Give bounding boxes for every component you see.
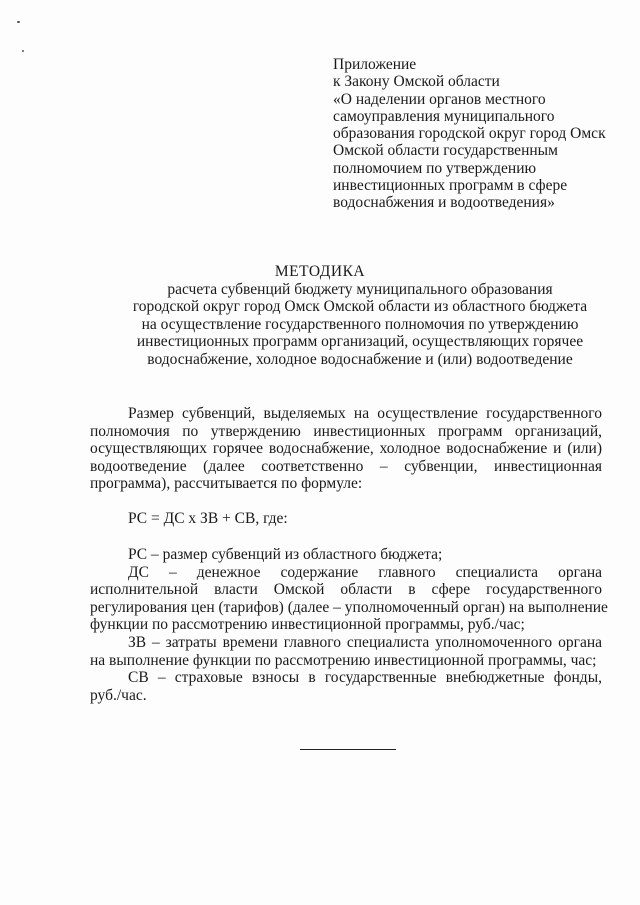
scan-speck	[17, 21, 20, 23]
definition-zv-line: ЗВ – затраты времени главного специалиста уполномоченного органа	[128, 633, 602, 651]
appendix-line: Приложение	[333, 56, 417, 73]
subtitle-line: городской округ город Омск Омской области из областного бюджета	[132, 298, 588, 316]
document-title: МЕТОДИКА	[274, 263, 366, 280]
subtitle-line: водоснабжение, холодное водоснабжение и (или) водоотведение	[147, 350, 573, 368]
appendix-note	[333, 56, 613, 212]
paragraph-line: программа), рассчитывается по формуле:	[90, 475, 363, 493]
appendix-line: самоуправления муниципального	[333, 107, 555, 125]
subtitle-line: расчета субвенций бюджету муниципального образования	[167, 281, 553, 298]
definition-ds-line: ДС – денежное содержание главного специалиста органа	[128, 563, 602, 581]
appendix-line: к Закону Омской области	[333, 73, 500, 91]
closing-rule	[300, 749, 396, 750]
definition-ds-line: исполнительной власти Омской области в сфере государственного	[90, 581, 602, 599]
appendix-line: водоснабжения и водоотведения»	[333, 194, 555, 212]
definition-sv-line: руб./час.	[90, 686, 147, 704]
definition-ds-line: функции по рассмотрению инвестиционной программы, руб./час;	[90, 616, 525, 634]
appendix-line: «О наделении органов местного	[333, 90, 546, 108]
paragraph-line: водоотведение (далее соответственно – субвенции, инвестиционная	[90, 457, 602, 475]
paragraph-line: полномочия по утверждению инвестиционных программ организаций,	[90, 422, 602, 440]
definition-zv-line: на выполнение функции по рассмотрению инвестиционной программы, час;	[90, 651, 597, 669]
paragraph-line: осуществляющих горячее водоснабжение, холодное водоснабжение и (или)	[90, 440, 602, 458]
appendix-line: полномочием по утверждению	[333, 159, 537, 177]
appendix-line: образования городской округ город Омск	[333, 125, 606, 143]
definition-rs: РС – размер субвенций из областного бюджета;	[128, 546, 443, 563]
formula: РС = ДС х ЗВ + СВ, где:	[128, 510, 288, 527]
subtitle-line: на осуществление государственного полномочия по утверждению	[141, 315, 579, 333]
appendix-line: инвестиционных программ в сфере	[333, 177, 568, 195]
appendix-line: Омской области государственным	[333, 142, 558, 160]
document-subtitle	[0, 281, 640, 368]
intro-paragraph	[90, 405, 602, 493]
definition-sv-line: СВ – страховые взносы в государственные внебюджетные фонды,	[128, 669, 602, 687]
definitions	[90, 546, 608, 704]
subtitle-line: инвестиционных программ организаций, осуществляющих горячее	[136, 333, 584, 351]
scan-speck	[22, 50, 24, 52]
paragraph-line: Размер субвенций, выделяемых на осуществление государственного	[128, 405, 602, 422]
definition-ds-line: регулирования цен (тарифов) (далее – уполномоченный орган) на выполнение	[90, 598, 608, 616]
